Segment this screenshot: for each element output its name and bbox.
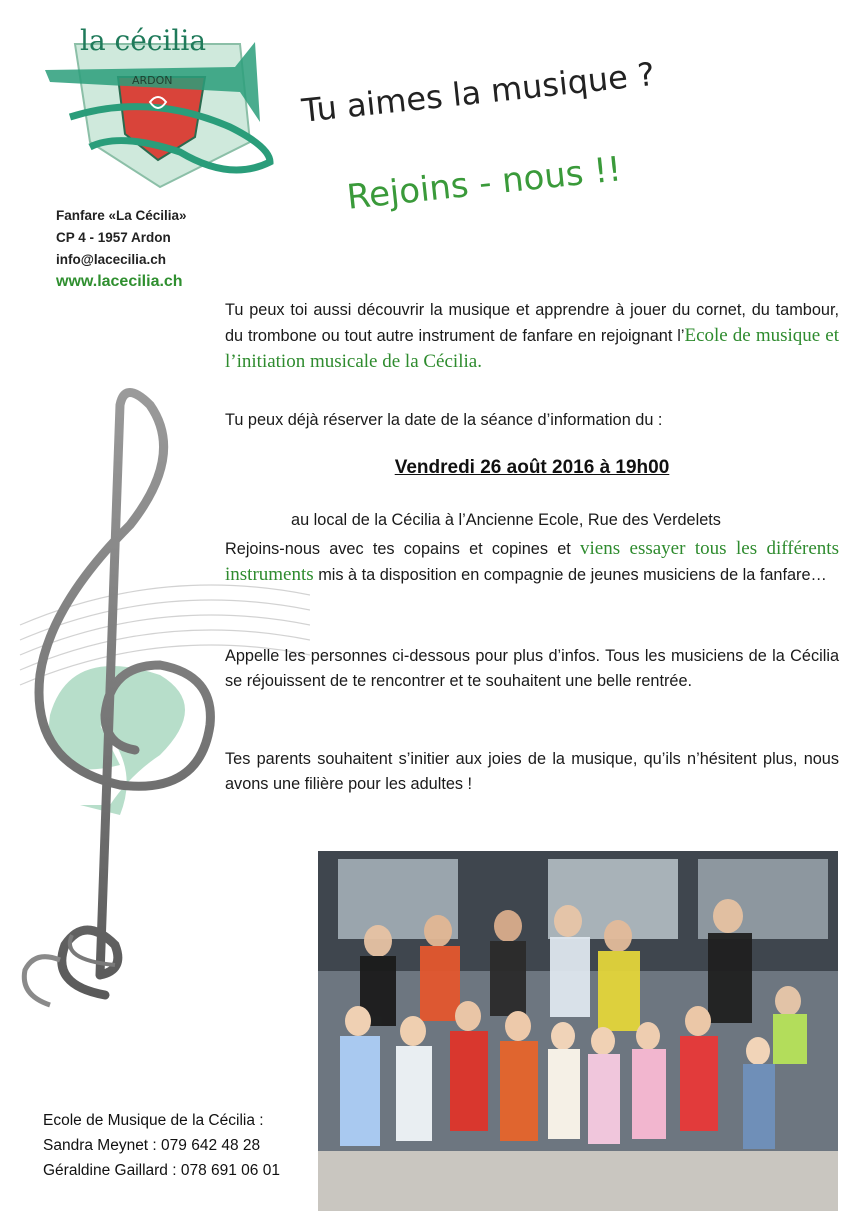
intro-paragraph: [225, 298, 839, 375]
invite-highlight: viens essayer tous les différents instruments: [225, 538, 839, 585]
footer-school: Ecole de Musique de la Cécilia :: [43, 1112, 264, 1129]
contact-block: [56, 205, 187, 293]
contact-website[interactable]: www.lacecilia.ch: [56, 273, 183, 290]
event-location: [225, 508, 839, 533]
invite-text-end: mis à ta disposition en compagnie de jeunes musiciens de la fanfare…: [313, 566, 827, 584]
call-paragraph: Appelle les personnes ci-dessous pour plus d’infos. Tous les musiciens de la Cécilia se réjouissent de te rencontrer et te souhaitent une belle rentrée.: [225, 647, 839, 690]
subline: Rejoins - nous !!: [345, 149, 624, 218]
logo-text: la cécilia: [80, 24, 207, 57]
footer-contacts: [43, 1108, 280, 1183]
la-cecilia-logo: [30, 22, 285, 192]
intro-highlight: Ecole de musique et l’initiation musicale de la Cécilia.: [225, 325, 839, 372]
logo-subtext: ARDON: [132, 74, 173, 87]
adults-paragraph: Tes parents souhaitent s’initier aux joies de la musique, qu’ils n’hésitent plus, nous avons une filière pour les adultes !: [225, 750, 839, 793]
contact-email[interactable]: info@lacecilia.ch: [56, 252, 166, 267]
invite-paragraph: [225, 536, 839, 588]
footer-contact-sandra: Sandra Meynet : 079 642 48 28: [43, 1137, 261, 1154]
group-photo: [318, 851, 838, 1211]
reserve-date-paragraph: Tu peux déjà réserver la date de la séance d’information du :: [225, 411, 663, 429]
contact-address: CP 4 - 1957 Ardon: [56, 230, 171, 245]
invite-text-start: Rejoins-nous avec tes copains et copines et: [225, 540, 580, 558]
event-date: Vendredi 26 août 2016 à 19h00: [394, 457, 670, 478]
event-location-text: au local de la Cécilia à l’Ancienne Ecole, Rue des Verdelets: [291, 511, 721, 529]
contact-name: Fanfare «La Cécilia»: [56, 208, 187, 223]
footer-contact-geraldine: Géraldine Gaillard : 078 691 06 01: [43, 1162, 280, 1179]
treble-clef-illustration: [10, 385, 310, 1025]
intro-text: Tu peux toi aussi découvrir la musique et apprendre à jouer du cornet, du tambour, du trombone ou tout autre instrument de fanfare en rejoignant l’: [225, 301, 839, 345]
headline: Tu aimes la musique ?: [300, 54, 657, 130]
